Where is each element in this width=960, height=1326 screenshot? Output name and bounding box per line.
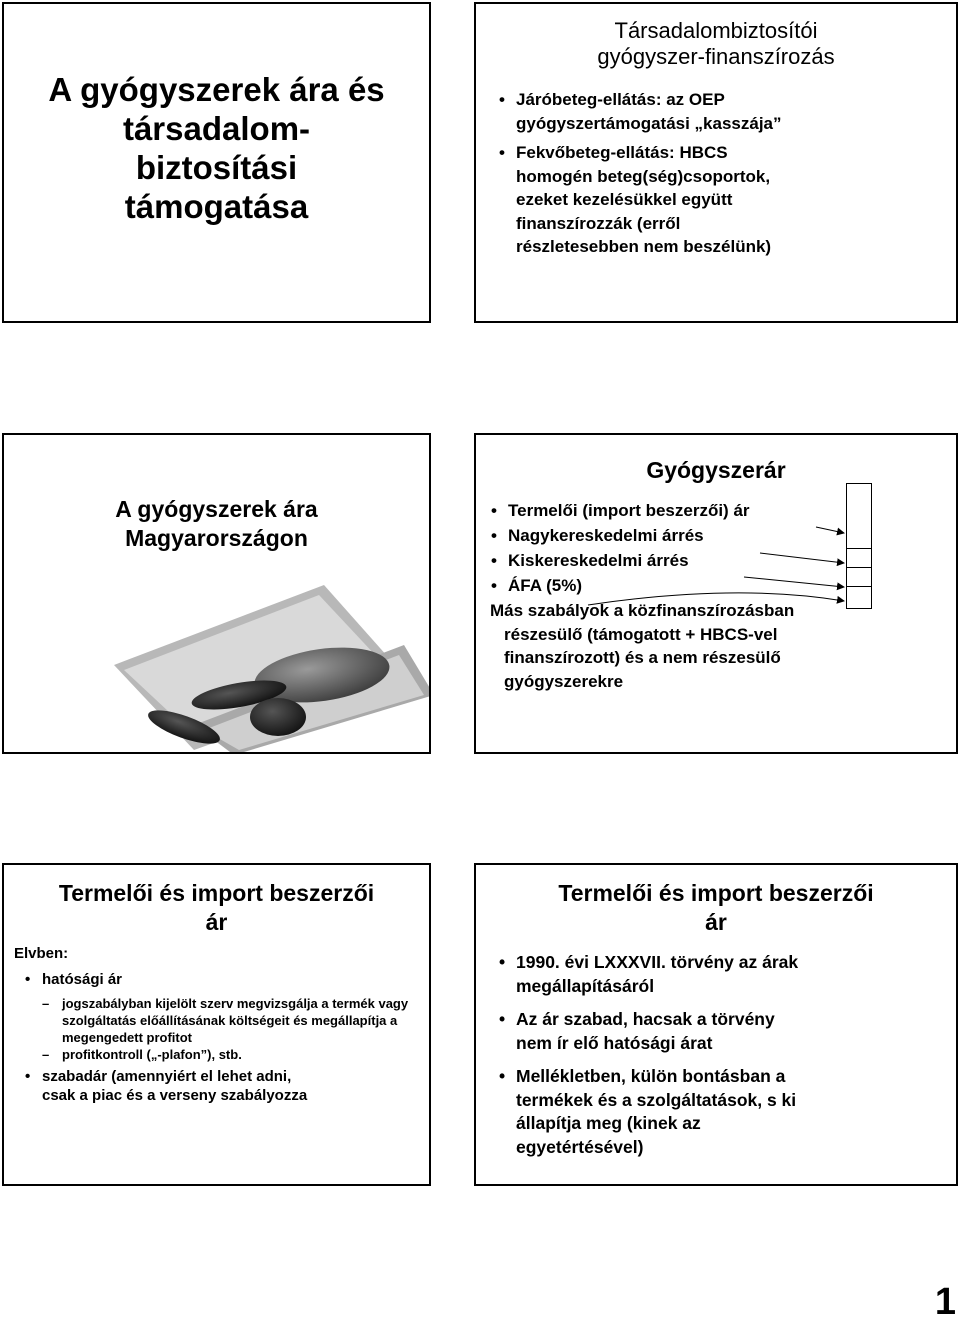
list-item: • Kiskereskedelmi árrés: [508, 548, 956, 573]
list-item: • hatósági ár – jogszabályban kijelölt szerv megvizsgálja a termék vagy szolgáltatás előállításának költségeit és megállapítja a megengedett profitot – profitkontroll („-plafon”), stb.: [42, 970, 429, 1063]
list-item: • Fekvőbeteg-ellátás: HBCS homogén beteg(ség)csoportok, ezeket kezelésükkel együtt finanszírozzák (erről részletesebben nem beszélünk): [516, 141, 956, 259]
list-item: • Nagykereskedelmi árrés: [508, 523, 956, 548]
list-item: • 1990. évi LXXXVII. törvény az árak megállapításáról: [516, 951, 956, 998]
slide-5: [2, 863, 431, 1186]
list-item: • szabadár (amennyiért el lehet adni, csak a piac és a verseny szabályozza: [42, 1067, 429, 1105]
list-item: • ÁFA (5%): [508, 573, 956, 598]
slide-2: [474, 2, 958, 323]
principle-label: Elvben:: [14, 945, 69, 962]
slide-6: [474, 863, 958, 1186]
slide-4: [474, 433, 958, 754]
price-stack-diagram: [846, 483, 872, 609]
slide-3-title: A gyógyszerek ára Magyarországon: [115, 496, 318, 551]
sub-list-item: – jogszabályban kijelölt szerv megvizsgálja a termék vagy szolgáltatás előállításának költségeit és megállapítja a megengedett profitot: [62, 995, 429, 1046]
slide-2-title: Társadalombiztosítói gyógyszer-finanszírozás: [597, 18, 835, 69]
slide-3: [2, 433, 431, 754]
list-item: • Termelői (import beszerzői) ár: [508, 498, 956, 523]
list-item: • Mellékletben, külön bontásban a termékek és a szolgáltatások, s ki állapítja meg (kinek az egyetértésével): [516, 1065, 956, 1159]
sub-list-item: – profitkontroll („-plafon”), stb.: [62, 1046, 429, 1063]
slide-5-title: Termelői és import beszerzői ár: [58, 880, 375, 935]
slide-1: [2, 2, 431, 323]
list-item: • Az ár szabad, hacsak a törvény nem ír elő hatósági árat: [516, 1008, 956, 1055]
page-number: 1: [934, 1281, 956, 1323]
slide-6-title: Termelői és import beszerzői ár: [558, 880, 874, 935]
list-item: • Járóbeteg-ellátás: az OEP gyógyszertámogatási „kasszája”: [516, 88, 956, 135]
price-rule-note: Más szabályok a közfinanszírozásban részesülő (támogatott + HBCS-vel finanszírozott) és a nem részesülő gyógyszerekre: [490, 601, 795, 691]
slide-4-title: Gyógyszerár: [646, 457, 786, 483]
slide-1-title: A gyógyszerek ára és társadalom- biztosítási támogatása: [48, 71, 385, 225]
